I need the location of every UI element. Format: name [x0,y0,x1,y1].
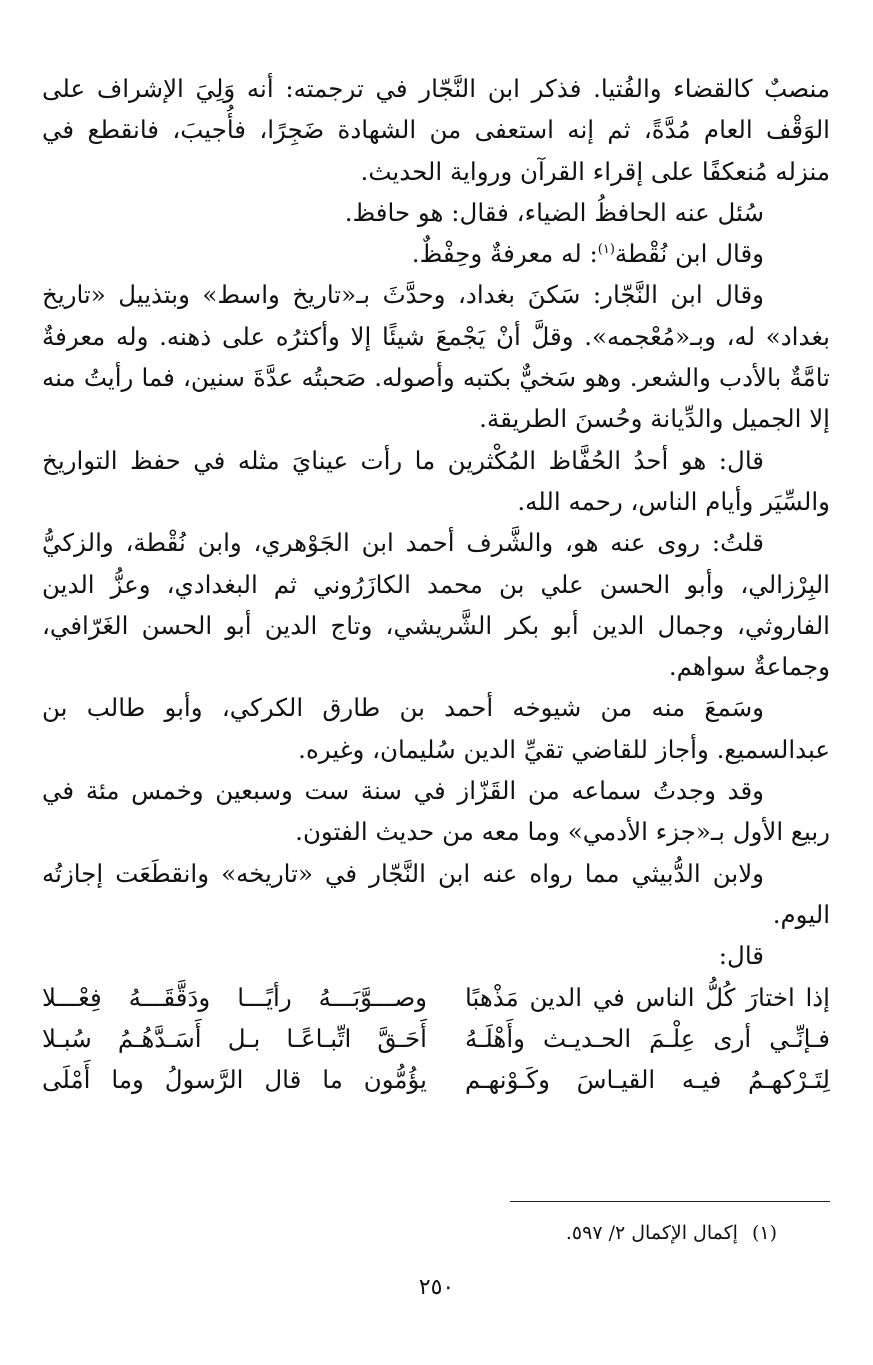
footnote-divider [510,1201,830,1202]
paragraph-9: ولابن الدُّبيثي مما رواه عنه ابن النَّجّار في «تاريخه» وانقطَعَت إجازتُه اليوم. [42,858,830,929]
page-number: ٢٥٠ [418,1275,455,1300]
paragraph-1: منصبٌ كالقضاء والفُتيا. فذكر ابن النَّجّار في ترجمته: أنه وَلِيَ الإشراف على الوَقْف العام مُدَّةً، ثم إنه استعفى من الشهادة ضَجِرًا، فأُجيبَ، فانقطع في منزله مُنعكفًا على إقراء القرآن ورواية الحديث. [42,74,830,186]
paragraph-7: وسَمعَ منه من شيوخه أحمد بن طارق الكركي، وأبو طالب بن عبدالسميع. وأجاز للقاضي تقيِّ الدين سُليمان، وغيره. [42,693,830,764]
verse-first-hemistich: فـإنِّـي أرى عِلْـمَ الحـديـث وأَهْلَـهُ [465,1023,830,1053]
footnote [566,1218,777,1248]
paragraph-5: قال: هو أحدُ الحُفَّاظ المُكْثرين ما رأت عينايَ مثله في حفظ التواريخ والسِّيَر وأيام الناس، رحمه الله. [42,445,830,516]
paragraph-6: قلتُ: روى عنه هو، والشَّرف أحمد ابن الجَوْهري، وابن نُقْطة، والزكيُّ البِرْزالي، وأبو الحسن علي بن محمد الكازَرُوني ثم البغدادي، وعزُّ الدين الفاروثي، وجمال الدين أبو بكر الشَّريشي، وتاج الدين أبو الحسن الغَرّافي، وجماعةٌ سواهم. [42,528,830,682]
paragraph-3-after: : له معرفةٌ وحِفْظٌ. [411,239,598,269]
verse-first-hemistich: إذا اختارَ كُلُّ الناس في الدين مَذْهبًا [465,982,830,1012]
main-text [42,68,830,1100]
footnote-reference[interactable]: (١) [597,242,615,258]
poem-verse [42,977,830,1018]
paragraph-2: سُئل عنه الحافظُ الضياء، فقال: هو حافظ. [344,197,764,227]
poem [42,977,830,1101]
verse-second-hemistich: يؤُمُّون ما قال الرَّسولُ وما أَمْلَى [42,1065,427,1095]
paragraph-8: وقد وجدتُ سماعه من القَزّاز في سنة ست وسبعين وخمس مئة في ربيع الأول بـ«جزء الأدمي» وما معه من حديث الفتون. [42,776,830,847]
paragraph-3-before: وقال ابن نُقْطة [614,239,764,269]
paragraph-4: وقال ابن النَّجّار: سَكنَ بغداد، وحدَّثَ بـ«تاريخ واسط» وبتذييل «تاريخ بغداد» له، وبـ«مُعْجمه». وقلَّ أنْ يَجْمعَ شيئًا إلا وأكثرُه على ذهنه. وله معرفةٌ تامَّةٌ بالأدب والشعر. وهو سَخيٌّ بكتبه وأصوله. صَحبتُه عدَّةَ سنين، فما رأيتُ منه إلا الجميل والدِّيانة وحُسنَ الطريقة. [42,280,830,434]
paragraph-3 [42,233,830,274]
paragraph-10: قال: [718,941,764,971]
poem-verse [42,1059,830,1100]
footnote-number: (١) [751,1222,777,1244]
verse-first-hemistich: لِتَـرْكهـمُ فيـه القيـاسَ وكَـوْنهـم [465,1065,830,1095]
footnote-text: إكمال الإكمال ٢/ ٥٩٧. [565,1222,738,1244]
verse-second-hemistich: وصـــوَّبَـــهُ رأيًـــا ودَقَّقَـــهُ فِعْـــلا [42,982,427,1012]
poem-verse [42,1018,830,1059]
verse-second-hemistich: أَحَـقَّ اتِّبـاعًـا بـل أَسَـدَّهُـمُ سُبـلا [42,1023,427,1053]
